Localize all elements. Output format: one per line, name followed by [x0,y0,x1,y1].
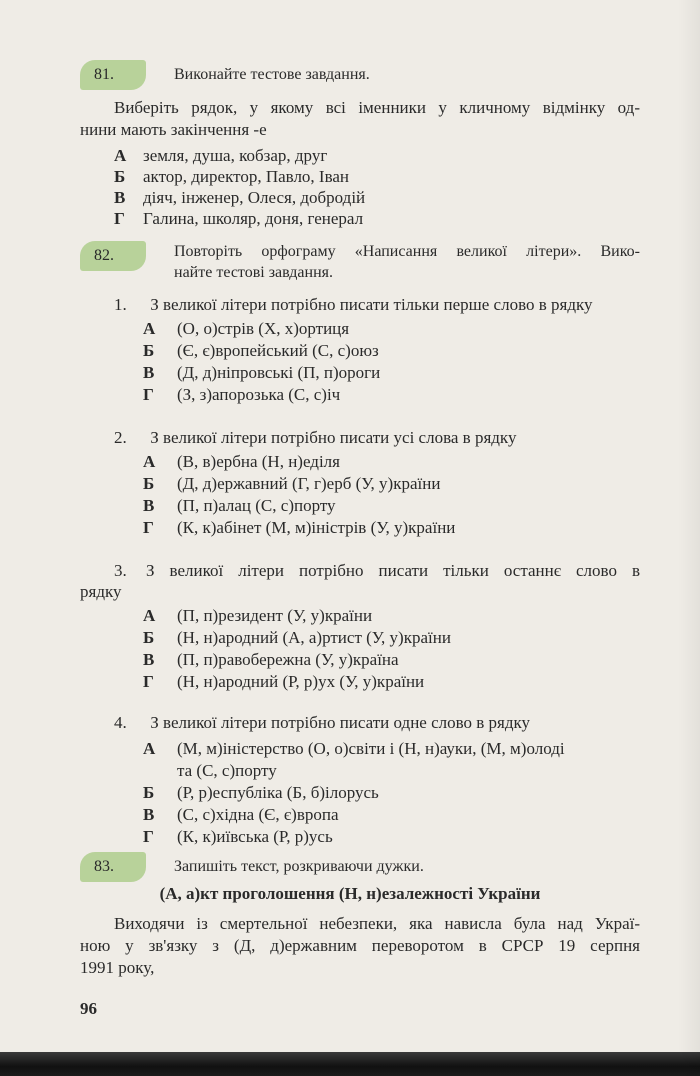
option-text: (П, п)алац (С, с)порту [177,496,336,515]
scan-bottom-edge [0,1052,700,1076]
question-number: 3. [114,561,127,580]
text-title: (А, а)кт проголошення (Н, н)езалежності України [159,884,541,903]
question-number: 2. [114,428,127,447]
question-1 [114,294,593,316]
option-text: (П, п)равобережна (У, у)країна [177,650,399,669]
question-2 [114,427,516,449]
option-letter: А [143,319,156,338]
option-text: (К, к)иївська (Р, р)усь [177,827,333,846]
option-text: (В, в)ербна (Н, н)еділя [177,452,340,471]
option-letter: Б [143,628,155,647]
option-text: діяч, інженер, Олеся, добродій [143,188,366,207]
paragraph-line1: Виходячи із смертельної небезпеки, яка нависла була над Украї- [114,914,640,933]
option-text: земля, душа, кобзар, друг [143,146,328,165]
exercise-82-badge: 82. [80,241,146,271]
option-text: (Д, д)ніпровські (П, п)ороги [177,363,381,382]
option-letter: Г [143,672,154,691]
option-text: актор, директор, Павло, Іван [143,167,350,186]
option-text: (Н, н)ародний (Р, р)ух (У, у)країни [177,672,425,691]
question-4 [114,712,530,734]
option-letter: А [143,606,156,625]
option-letter: В [143,363,155,382]
question-text: З великої літери потрібно писати тільки перше слово в рядку [150,295,593,314]
option-letter: Г [143,385,154,404]
question-text-line1: З великої літери потрібно писати тільки останнє слово в [146,561,640,580]
option-text: (К, к)абінет (М, м)іністрів (У, у)країни [177,518,456,537]
question-number: 1. [114,295,127,314]
option-letter: А [143,739,156,758]
question-text-line2: рядку [80,582,122,601]
paragraph-line3: 1991 року, [80,958,155,977]
question-3 [114,560,640,582]
page-number: 96 [80,999,97,1018]
option-text: (П, п)резидент (У, у)країни [177,606,373,625]
option-letter: В [143,650,155,669]
option-text: (Є, є)вропейський (С, с)оюз [177,341,379,360]
paragraph-line2: ною у зв'язку з (Д, д)ержавним переворотом в СРСР 19 серпня [80,936,640,955]
option-letter: Г [143,827,154,846]
option-text: (Д, д)ержавний (Г, г)ерб (У, у)країни [177,474,441,493]
option-letter: А [143,452,156,471]
exercise-82-instruction-line1: Повторіть орфограму «Написання великої літери». Вико- [174,243,640,260]
option-text: (З, з)апорозька (С, с)іч [177,385,341,404]
exercise-83-badge: 83. [80,852,146,882]
option-text: (С, с)хідна (Є, є)вропа [177,805,339,824]
option-letter: Г [114,209,125,228]
question-text: З великої літери потрібно писати одне слово в рядку [150,713,531,732]
option-letter: В [143,496,155,515]
exercise-81-question-line1: Виберіть рядок, у якому всі іменники у кличному відмінку од- [114,98,640,117]
option-text: Галина, школяр, доня, генерал [143,209,364,228]
option-text: (Н, н)ародний (А, а)ртист (У, у)країни [177,628,451,647]
option-letter: Г [143,518,154,537]
option-text: (Р, р)еспубліка (Б, б)ілорусь [177,783,379,802]
question-number: 4. [114,713,127,732]
option-text-continued: та (С, с)порту [177,761,277,780]
exercise-83-instruction: Запишіть текст, розкриваючи дужки. [174,858,424,875]
option-letter: В [114,188,126,207]
exercise-81-instruction: Виконайте тестове завдання. [174,66,370,83]
exercise-81-question-line2: нини мають закінчення -е [80,120,267,139]
option-text: (О, о)стрів (Х, х)ортиця [177,319,350,338]
option-letter: Б [143,783,155,802]
option-letter: Б [143,474,155,493]
exercise-82-instruction-line2: найте тестові завдання. [174,264,333,281]
option-letter: Б [114,167,126,186]
question-text: З великої літери потрібно писати усі слова в рядку [150,428,517,447]
option-letter: В [143,805,155,824]
option-text: (М, м)іністерство (О, о)світи і (Н, н)ауки, (М, м)олоді [177,739,565,758]
exercise-81-badge: 81. [80,60,146,90]
option-letter: А [114,146,127,165]
option-letter: Б [143,341,155,360]
